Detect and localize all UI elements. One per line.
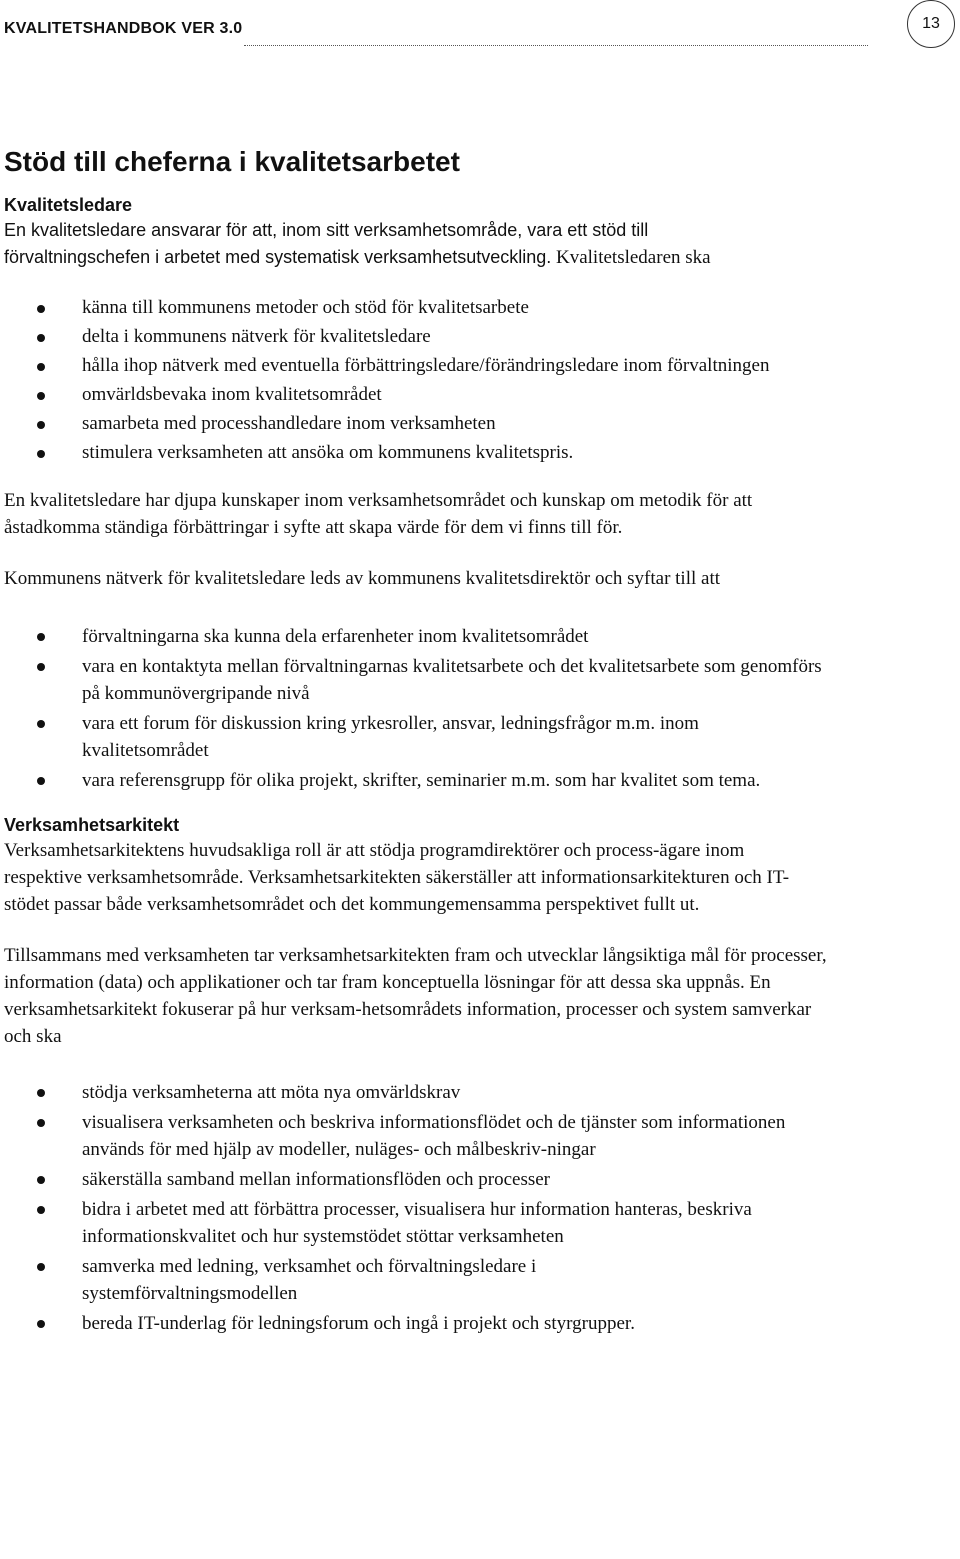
header-divider — [244, 45, 868, 46]
list-item: känna till kommunens metoder och stöd för kvalitetsarbete — [4, 295, 944, 321]
section-heading-kvalitetsledare: Kvalitetsledare — [4, 195, 133, 215]
list-item: samverka med ledning, verksamhet och förvaltningsledare i systemförvaltningsmodellen — [4, 1253, 662, 1307]
list-item: stödja verksamheterna att möta nya omvärldskrav — [4, 1079, 944, 1106]
list-item: vara ett forum för diskussion kring yrkesroller, ansvar, ledningsfrågor m.m. inom kvalitetsområdet — [4, 710, 792, 764]
intro-line-1: En kvalitetsledare ansvarar för att, inom sitt verksamhetsområde, vara ett stöd till — [4, 220, 649, 240]
list-item: bidra i arbetet med att förbättra processer, visualisera hur information hanteras, beskriva informationskvalitet och hur systemstödet stöttar verksamheten — [4, 1196, 832, 1250]
list-item: visualisera verksamheten och beskriva informationsflödet och de tjänster som informationen används för med hjälp av modeller, nuläges- och målbeskriv-ningar — [4, 1109, 802, 1163]
paragraph: Tillsammans med verksamheten tar verksamhetsarkitekten fram och utvecklar långsiktiga mål för processer, information (data) och applikationer och tar fram konceptuella lösningar för att dessa ska uppnås. En verksamhetsarkitekt fokuserar på hur verksam-hetsområdets information, processer och system samverkar och ska — [4, 945, 827, 1047]
kvalitetsledare-duties-list — [4, 295, 944, 466]
network-purpose-list — [4, 623, 944, 794]
list-item: förvaltningarna ska kunna dela erfarenheter inom kvalitetsområdet — [4, 623, 944, 650]
document-title: KVALITETSHANDBOK VER 3.0 — [4, 20, 243, 37]
section-heading-verksamhetsarkitekt: Verksamhetsarkitekt — [4, 815, 180, 835]
page-number: 13 — [907, 0, 955, 48]
page-title: Stöd till cheferna i kvalitetsarbetet — [4, 146, 460, 177]
list-item: delta i kommunens nätverk för kvalitetsledare — [4, 324, 944, 350]
page-content — [4, 143, 944, 1340]
paragraph: Kommunens nätverk för kvalitetsledare leds av kommunens kvalitetsdirektör och syftar till att — [4, 568, 721, 589]
list-item: hålla ihop nätverk med eventuella förbättringsledare/förändringsledare inom förvaltningen — [4, 353, 822, 379]
page-header — [0, 0, 960, 60]
list-item: stimulera verksamheten att ansöka om kommunens kvalitetspris. — [4, 440, 944, 466]
list-item: bereda IT-underlag för ledningsforum och ingå i projekt och styrgrupper. — [4, 1310, 944, 1337]
intro-paragraph — [4, 217, 944, 271]
intro-line-2b: Kvalitetsledaren ska — [551, 247, 711, 268]
verksamhetsarkitekt-duties-list — [4, 1079, 944, 1337]
paragraph: Verksamhetsarkitektens huvudsakliga roll är att stödja programdirektörer och process-ägare inom respektive verksamhetsområde. Verksamhetsarkitekten säkerställer att informationsarkitekturen och IT-stödet passar både verksamhetsområdet och det kommungemensamma perspektivet fullt ut. — [4, 840, 790, 915]
list-item: vara en kontaktyta mellan förvaltningarnas kvalitetsarbete och det kvalitetsarbete som genomförs på kommunövergripande nivå — [4, 653, 832, 707]
intro-line-2a: förvaltningschefen i arbetet med systematisk verksamhetsutveckling. — [4, 247, 552, 267]
list-item: vara referensgrupp för olika projekt, skrifter, seminarier m.m. som har kvalitet som tema. — [4, 767, 822, 794]
paragraph: En kvalitetsledare har djupa kunskaper inom verksamhetsområdet och kunskap om metodik för att åstadkomma ständiga förbättringar i syfte att skapa värde för dem vi finns till för. — [4, 490, 753, 538]
list-item: omvärldsbevaka inom kvalitetsområdet — [4, 382, 944, 408]
list-item: säkerställa samband mellan informationsflöden och processer — [4, 1166, 944, 1193]
list-item: samarbeta med processhandledare inom verksamheten — [4, 411, 944, 437]
